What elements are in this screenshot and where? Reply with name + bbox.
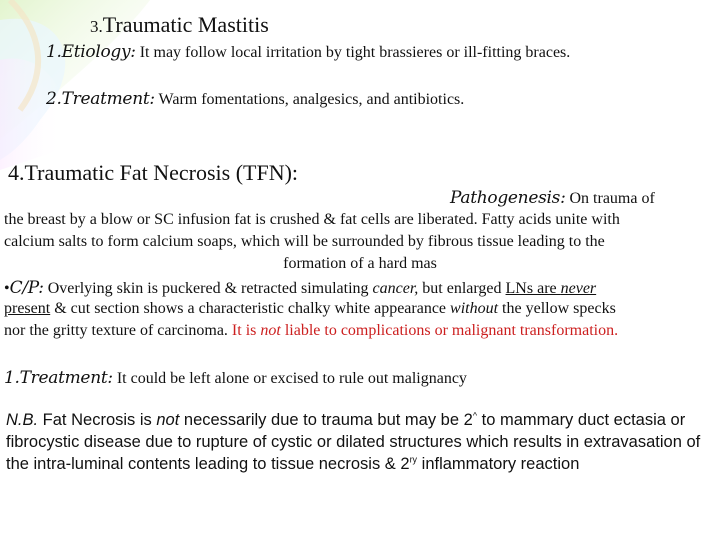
- tfn-treatment-line: 1.Treatment: It could be left alone or excised to rule out malignancy: [4, 368, 467, 388]
- cp-line-1: •C/P: Overlying skin is puckered & retracted simulating cancer, but enlarged LNs are never: [4, 278, 597, 298]
- nb-label: N.B.: [6, 411, 39, 429]
- pathogenesis-lead: Pathogenesis: On trauma of: [450, 188, 655, 208]
- etiology-line: 1.Etiology: It may follow local irritation by tight brassieres or ill-fitting braces.: [46, 42, 571, 62]
- section-4-heading: 4.Traumatic Fat Necrosis (TFN):: [8, 160, 299, 185]
- cp-line-2: present & cut section shows a characteristic chalky white appearance without the yellow specks: [4, 300, 616, 317]
- treatment-line-mastitis: 2.Treatment: Warm fomentations, analgesics, and antibiotics.: [46, 89, 465, 109]
- pathogenesis-line-4: formation of a hard mas: [283, 255, 437, 272]
- etiology-label: 1.Etiology:: [46, 42, 136, 62]
- cp-line-3: nor the gritty texture of carcinoma. It is not liable to complications or malignant transformation.: [4, 322, 619, 339]
- treatment-label: 2.Treatment:: [46, 89, 155, 109]
- tfn-treatment-label: 1.Treatment:: [4, 368, 113, 388]
- pathogenesis-label: Pathogenesis:: [450, 188, 566, 208]
- cp-label: C/P:: [9, 278, 44, 298]
- nota-bene-paragraph: N.B. Fat Necrosis is not necessarily due to trauma but may be 2^ to mammary duct ectasia or fibrocystic disease due to rupture of cystic or dilated structures which results in extravasation of the intra-luminal contents leading to tissue necrosis & $2^{ry}$ inflammatory reaction: [6, 410, 701, 473]
- pathogenesis-line-2: the breast by a blow or SC infusion fat is crushed & fat cells are liberated. Fatty acids unite with: [4, 211, 620, 228]
- section-3-heading: 3.Traumatic Mastitis: [90, 12, 269, 37]
- pathogenesis-line-3: calcium salts to form calcium soaps, which will be surrounded by fibrous tissue leading to the: [4, 233, 605, 250]
